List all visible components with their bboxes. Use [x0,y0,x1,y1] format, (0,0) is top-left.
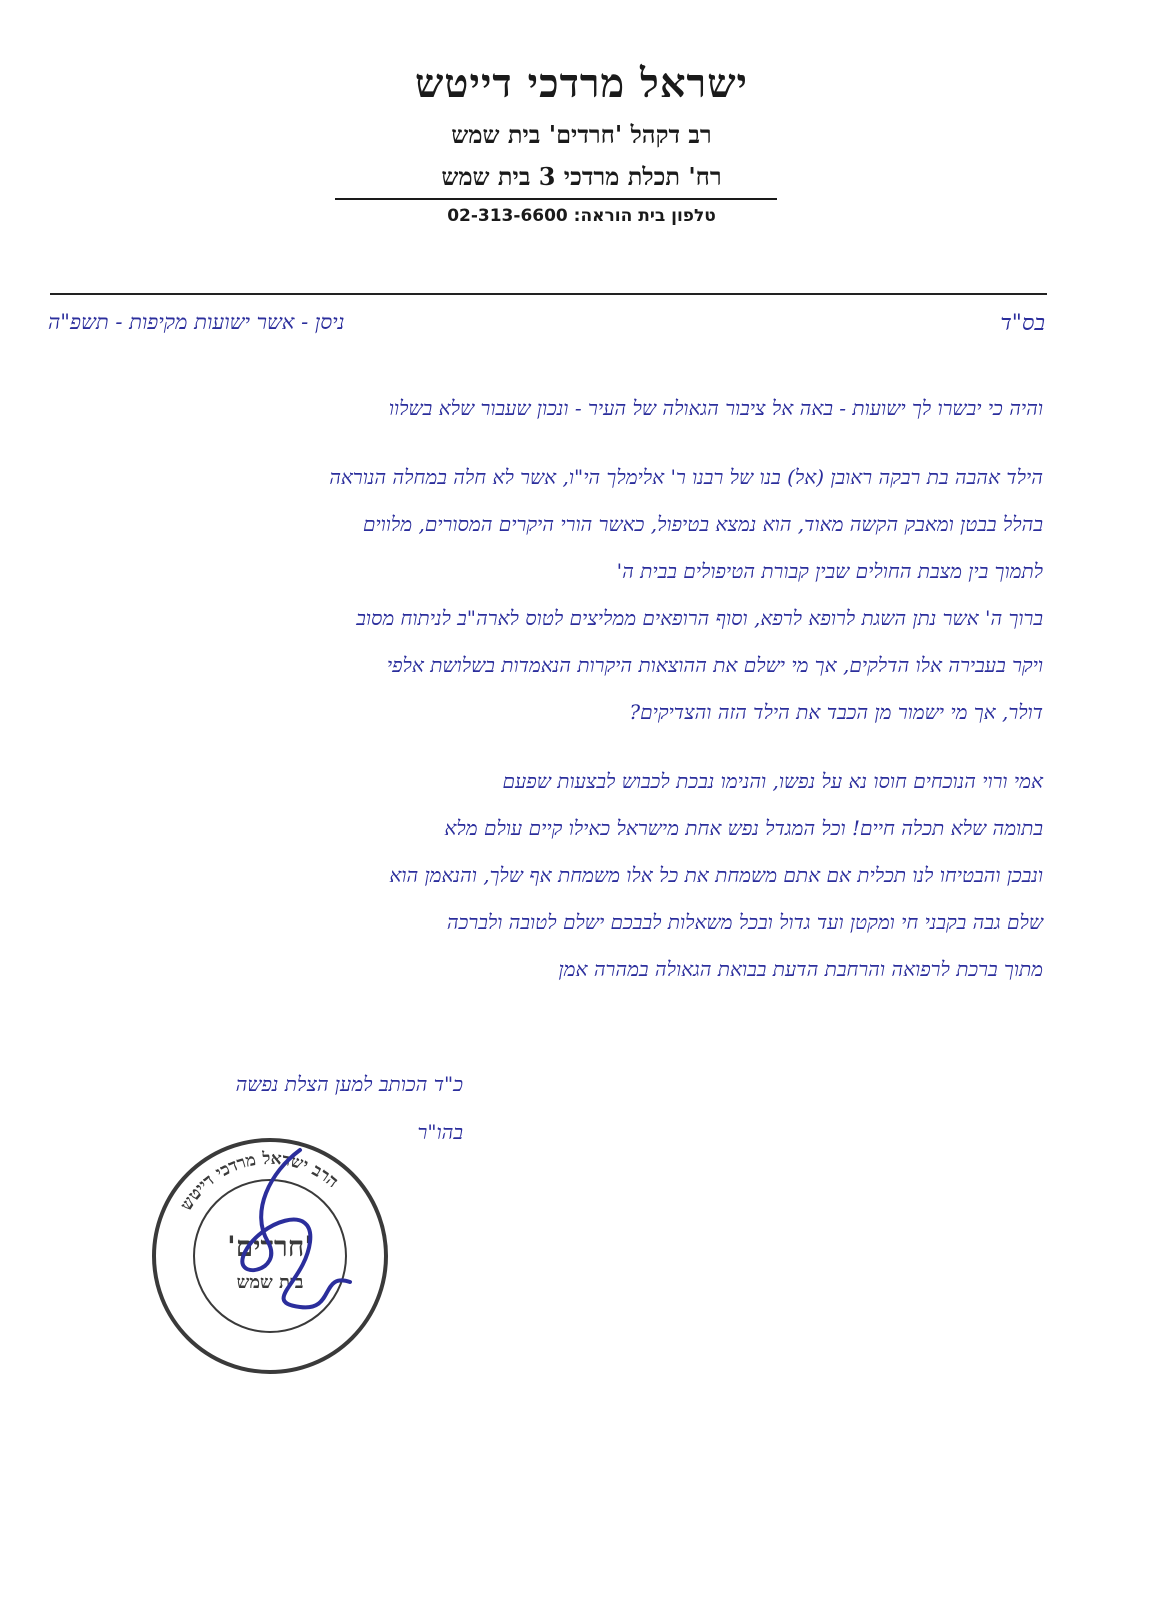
body-line: והיה כי יבשרו לך ישועות - באה אל ציבור הגאולה של העיר - ונכון שעבור שלא בשלוו [388,396,1043,420]
body-line: אמי ורוי הנוכחים חוסו נא על נפשו, והנימו נבכת לכבוש לבצעות שפעם [502,769,1043,793]
body-line: ויקר בעבירה אלו הדלקים, אך מי ישלם את ההוצאות היקרות הנאמדות בשלושת אלפי [386,653,1043,677]
letter-reference: בס"ד [1000,311,1045,336]
page-divider [50,293,1047,295]
body-line: מתוך ברכת לרפואה והרחבת הדעת בבואת הגאולה במהרה אמן [558,957,1043,981]
paragraph-opening [83,385,1043,432]
letter-body [83,385,1043,1015]
paragraph-appeal [83,758,1043,993]
body-line: בתומה שלא תכלה חיים! וכל המגדל נפש אחת מישראל כאילו קיים עולם מלא [444,816,1043,840]
seal-center-subtitle: בית שמש [236,1272,304,1293]
letterhead-title: רב דקהל 'חרדים' בית שמש [451,120,712,149]
letterhead-divider [335,198,777,200]
body-line: דולר, אך מי ישמור מן הכבד את הילד הזה והצדיקים? [629,700,1043,724]
rabbinical-seal [150,1132,390,1380]
body-line: לתמוך בין מצבת החולים שבין קבורת הטיפולים בבית ה' [616,559,1043,583]
paragraph-story [83,454,1043,736]
body-line: בהלל בבטן ומאבק הקשה מאוד, הוא נמצא בטיפול, כאשר הורי היקרים המסורים, מלווים [362,512,1043,536]
seal-center-title: 'חרדים' [227,1230,313,1263]
letterhead-phone: טלפון בית הוראה: 02-313-6600 [447,206,716,226]
seal-ring-text: הרב ישראל מרדכי דייטש [176,1148,343,1215]
closing-signature-label: בהו"ר [417,1120,463,1144]
letterhead-name: ישראל מרדכי דייטש [414,60,749,107]
body-line: הילד אהבה בת רבקה ראובן (אל) בנו של רבנו ר' אלימלך הי"ו, אשר לא חלה במחלה הנוראה [329,465,1043,489]
letter-subject: ניסן - אשר ישועות מקיפות - תשפ"ה [48,310,345,334]
body-line: שלם גבה בקבני חי ומקטן ועד גדול ובכל משאלות לבבכם ישלם לטובה ולברכה [446,910,1043,934]
closing-line: כ"ד הכותב למען הצלת נפשה [235,1072,463,1096]
body-line: ונבכן והבטיחו לנו תכלית אם אתם משמחת את כל אלו משמחת אף שלך, והנאמן הוא [389,863,1043,887]
letterhead-address: רח' תכלת מרדכי 3 בית שמש [441,162,722,191]
body-line: ברוך ה' אשר נתן השגת לרופא לרפא, וסוף הרופאים ממליצים לטוס לארה"ב לניתוח מסוב [356,606,1043,630]
